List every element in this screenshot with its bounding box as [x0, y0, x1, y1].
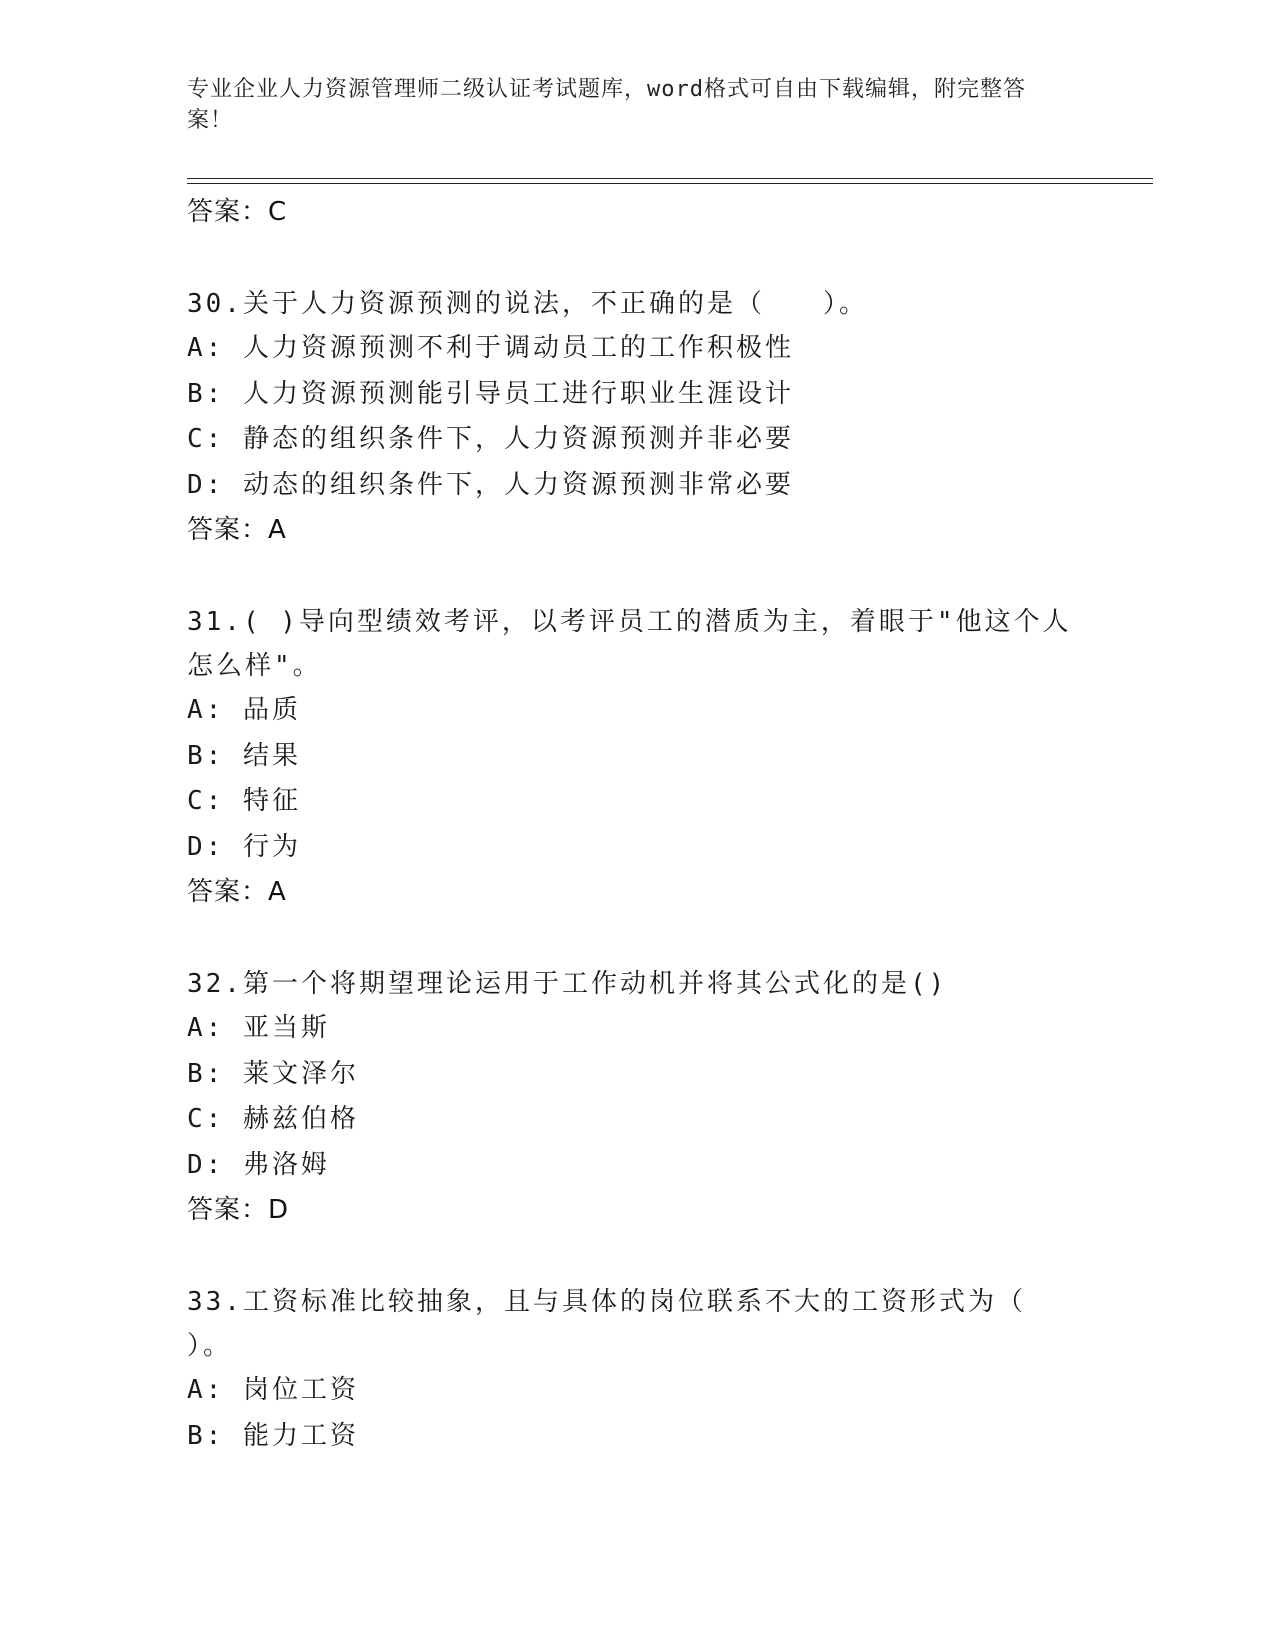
- option-c: C: 赫兹伯格: [187, 1104, 359, 1134]
- question-30: [187, 282, 1087, 552]
- answer: 答案：A: [187, 515, 287, 545]
- spacer: [187, 552, 1087, 600]
- previous-answer: 答案：C: [187, 197, 288, 227]
- question-stem: 33.工资标准比较抽象，且与具体的岗位联系不大的工资形式为（ ）。: [187, 1287, 1026, 1361]
- question-list: [187, 190, 1087, 1459]
- spacer: [187, 1232, 1087, 1280]
- question-stem: 32.第一个将期望理论运用于工作动机并将其公式化的是(): [187, 969, 948, 999]
- question-stem: 31.( )导向型绩效考评，以考评员工的潜质为主，着眼于"他这个人怎么样"。: [187, 607, 1072, 681]
- option-d: D: 动态的组织条件下，人力资源预测非常必要: [187, 469, 794, 500]
- header-divider: [187, 178, 1153, 184]
- option-b: B: 莱文泽尔: [187, 1058, 359, 1089]
- answer: 答案：A: [187, 877, 287, 907]
- page-header: 专业企业人力资源管理师二级认证考试题库，word格式可自由下载编辑，附完整答案！: [187, 77, 1026, 133]
- option-c: C: 静态的组织条件下，人力资源预测并非必要: [187, 424, 794, 454]
- option-a: A: 人力资源预测不利于调动员工的工作积极性: [187, 333, 794, 363]
- question-stem: 30.关于人力资源预测的说法，不正确的是（ ）。: [187, 289, 868, 319]
- option-a: A: 亚当斯: [187, 1013, 330, 1043]
- option-d: D: 行为: [187, 831, 301, 862]
- option-c: C: 特征: [187, 786, 301, 816]
- option-b: B: 人力资源预测能引导员工进行职业生涯设计: [187, 378, 794, 409]
- question-31: [187, 600, 1087, 914]
- spacer: [187, 234, 1087, 282]
- question-33: [187, 1280, 1087, 1459]
- option-b: B: 结果: [187, 740, 301, 771]
- option-b: B: 能力工资: [187, 1420, 359, 1451]
- question-32: [187, 962, 1087, 1232]
- option-a: A: 岗位工资: [187, 1375, 359, 1405]
- option-d: D: 弗洛姆: [187, 1149, 330, 1180]
- option-a: A: 品质: [187, 695, 301, 725]
- spacer: [187, 914, 1087, 962]
- answer: 答案：D: [187, 1195, 290, 1225]
